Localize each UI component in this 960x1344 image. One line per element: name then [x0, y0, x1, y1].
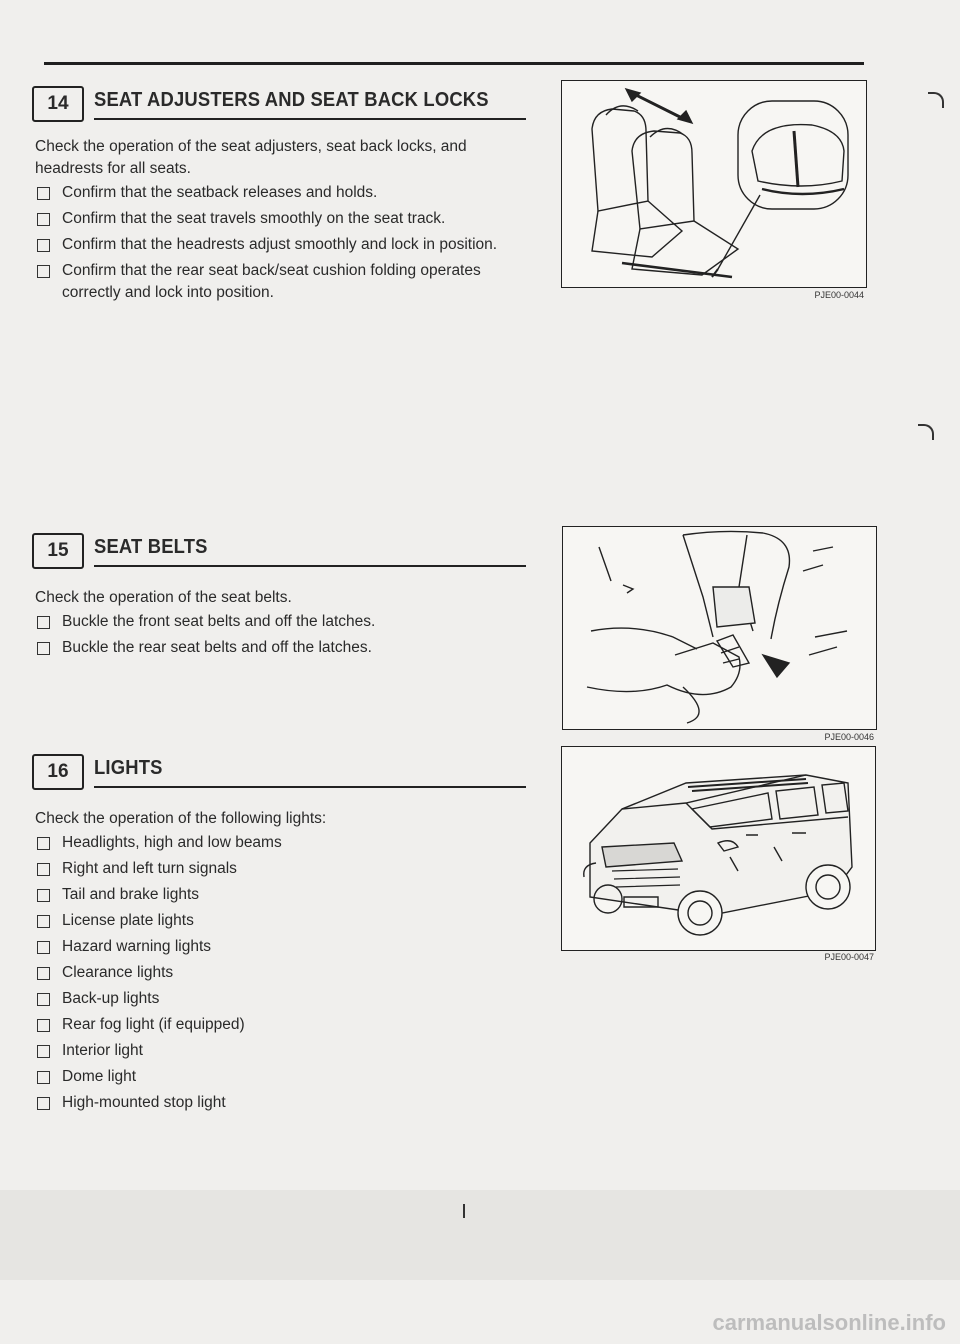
seat-icon — [562, 81, 866, 287]
section-header — [32, 754, 532, 794]
section-title: LIGHTS — [94, 757, 163, 779]
checklist-item — [35, 182, 532, 204]
watermark: carmanualsonline.info — [712, 1310, 946, 1335]
checklist-item-text: High-mounted stop light — [62, 1094, 226, 1111]
figure-code: PJE00-0046 — [824, 732, 874, 742]
section-title: SEAT ADJUSTERS AND SEAT BACK LOCKS — [94, 89, 489, 111]
page-mark — [463, 1204, 465, 1218]
checklist-item — [35, 988, 532, 1010]
page-footer — [0, 1190, 960, 1280]
section-rule — [94, 118, 526, 120]
section-seat-belts — [32, 533, 532, 663]
checklist-item — [35, 208, 532, 230]
checklist-item-text: Right and left turn signals — [62, 860, 237, 877]
checklist-item-text: Back-up lights — [62, 990, 160, 1007]
checkbox-icon — [37, 863, 50, 876]
checklist-item-text: Hazard warning lights — [62, 938, 212, 955]
checkbox-icon — [37, 941, 50, 954]
checklist-item — [35, 1014, 532, 1036]
checklist-item-text: Tail and brake lights — [62, 886, 199, 903]
section-lights — [32, 754, 532, 1118]
section-number: 16 — [32, 754, 84, 790]
checkbox-icon — [37, 1071, 50, 1084]
checklist-item — [35, 1092, 532, 1114]
checklist-item-text: Dome light — [62, 1068, 137, 1085]
checklist-item-text: Interior light — [62, 1042, 143, 1059]
checkbox-icon — [37, 1019, 50, 1032]
checkbox-icon — [37, 239, 50, 252]
checklist-item — [35, 936, 532, 958]
checklist — [35, 611, 532, 659]
section-rule — [94, 565, 526, 567]
figure-code: PJE00-0047 — [824, 952, 874, 962]
section-number: 15 — [32, 533, 84, 569]
checklist-item — [35, 884, 532, 906]
top-rule — [44, 62, 864, 65]
checklist-item — [35, 832, 532, 854]
checklist-item — [35, 234, 532, 256]
section-header — [32, 86, 532, 126]
seat-belt-icon — [563, 527, 876, 729]
seat-adjuster-illustration — [561, 80, 867, 288]
checklist-item-text: Confirm that the seatback releases and holds. — [62, 184, 378, 201]
section-intro: Check the operation of the seat belts. — [35, 589, 292, 606]
figure-code: PJE00-0044 — [814, 290, 864, 300]
checklist-item-text: License plate lights — [62, 912, 194, 929]
checkbox-icon — [37, 187, 50, 200]
section-rule — [94, 786, 526, 788]
checklist-item — [35, 962, 532, 984]
checklist-item — [35, 910, 532, 932]
vehicle-icon — [562, 747, 875, 950]
checklist-item-text: Clearance lights — [62, 964, 174, 981]
checklist-item-text: Headlights, high and low beams — [62, 834, 282, 851]
checklist-item — [35, 858, 532, 880]
checkbox-icon — [37, 1045, 50, 1058]
checkbox-icon — [37, 993, 50, 1006]
checkbox-icon — [37, 616, 50, 629]
section-header — [32, 533, 532, 573]
checklist-item-text: Confirm that the seat travels smoothly on the seat track. — [62, 210, 446, 227]
checklist-item-text: Buckle the rear seat belts and off the latches. — [62, 639, 372, 656]
checklist-item-text: Confirm that the rear seat back/seat cushion folding operates correctly and lock into position. — [62, 262, 481, 301]
section-number: 14 — [32, 86, 84, 122]
checkbox-icon — [37, 1097, 50, 1110]
section-intro: Check the operation of the following lights: — [35, 810, 327, 827]
checklist — [35, 182, 532, 304]
section-intro: Check the operation of the seat adjusters, seat back locks, and headrests for all seats. — [35, 138, 467, 177]
seat-belt-illustration — [562, 526, 877, 730]
checkbox-icon — [37, 915, 50, 928]
checkbox-icon — [37, 213, 50, 226]
checklist-item-text: Buckle the front seat belts and off the latches. — [62, 613, 376, 630]
checklist — [35, 832, 532, 1114]
checkbox-icon — [37, 642, 50, 655]
checklist-item — [35, 611, 532, 633]
checklist-item — [35, 1066, 532, 1088]
checklist-item-text: Rear fog light (if equipped) — [62, 1016, 245, 1033]
checklist-item — [35, 637, 532, 659]
checkbox-icon — [37, 889, 50, 902]
vehicle-lights-illustration — [561, 746, 876, 951]
checklist-item — [35, 1040, 532, 1062]
section-title: SEAT BELTS — [94, 536, 208, 558]
checkbox-icon — [37, 265, 50, 278]
checklist-item-text: Confirm that the headrests adjust smoothly and lock in position. — [62, 236, 498, 253]
section-seat-adjusters — [32, 86, 532, 308]
checklist-item — [35, 260, 532, 304]
checkbox-icon — [37, 837, 50, 850]
checkbox-icon — [37, 967, 50, 980]
